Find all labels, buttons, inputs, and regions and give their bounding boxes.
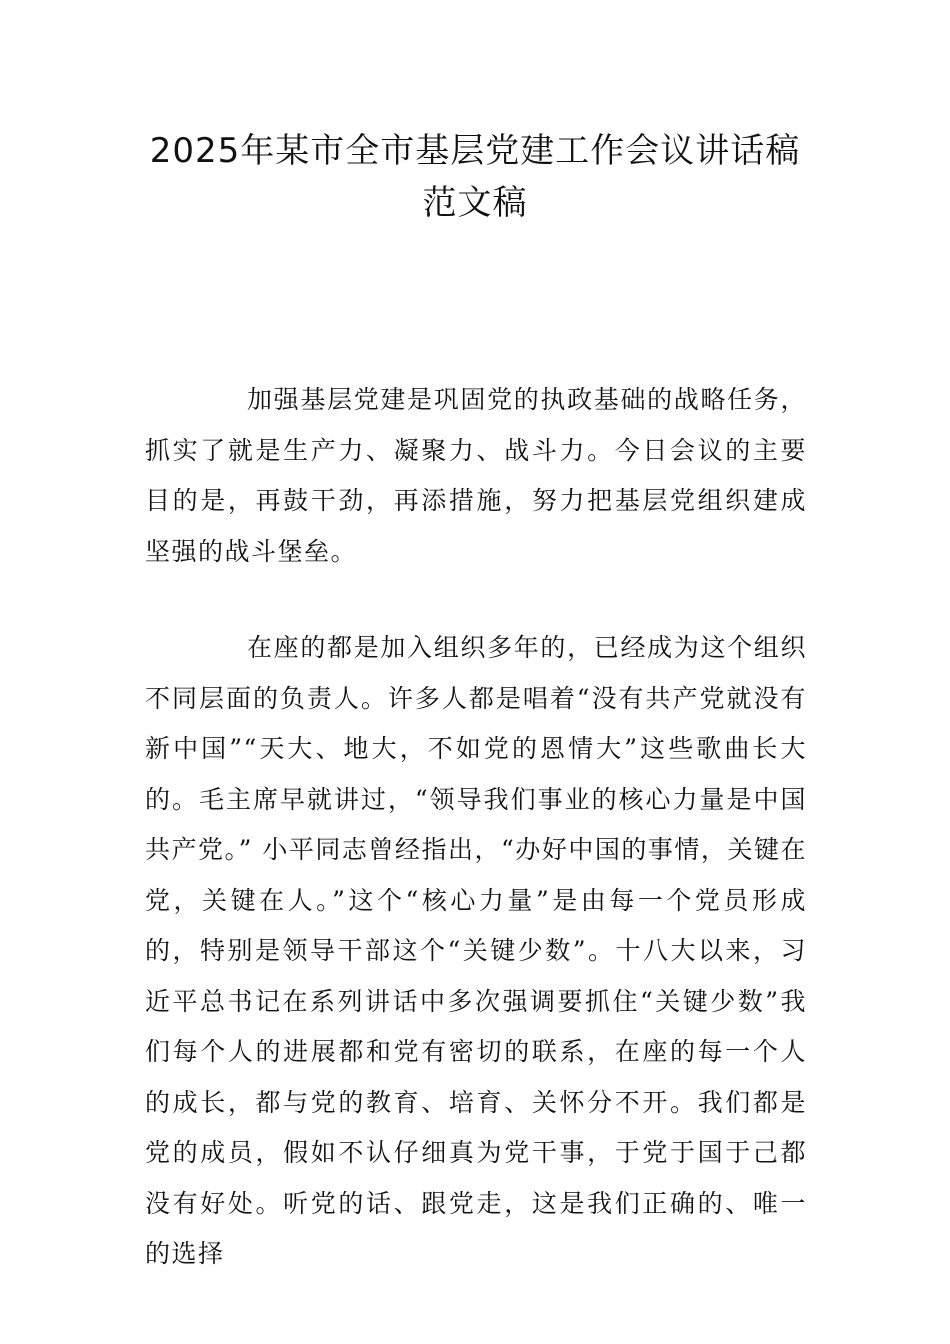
document-title — [100, 125, 850, 229]
title-line-2: 范文稿 — [422, 183, 528, 223]
title-line-1: 2025年某市全市基层党建工作会议讲话稿 — [149, 131, 801, 171]
body-paragraph-1: 加强基层党建是巩固党的执政基础的战略任务，抓实了就是生产力、凝聚力、战斗力。今日会议的主要目的是，再鼓干劲，再添措施，努力把基层党组织建成坚强的战斗堡垒。 — [145, 385, 807, 566]
body-paragraph-2: 在座的都是加入组织多年的，已经成为这个组织不同层面的负责人。许多人都是唱着“没有共产党就没有新中国”“天大、地大，不如党的恩情大”这些歌曲长大的。毛主席早就讲过，“领导我们事业的核心力量是中国共产党。” 小平同志曾经指出，“办好中国的事情，关键在党，关键在人。”这个“核心力量”是由每一个党员形成的，特别是领导干部这个“关键少数”。十八大以来，习近平总书记在系列讲话中多次强调要抓住“关键少数”我们每个人的进展都和党有密切的联系，在座的每一个人的成长，都与党的教育、培育、关怀分不开。我们都是党的成员，假如不认仔细真为党干事，于党于国于己都没有好处。听党的话、跟党走，这是我们正确的、唯一的选择 — [145, 633, 807, 1268]
